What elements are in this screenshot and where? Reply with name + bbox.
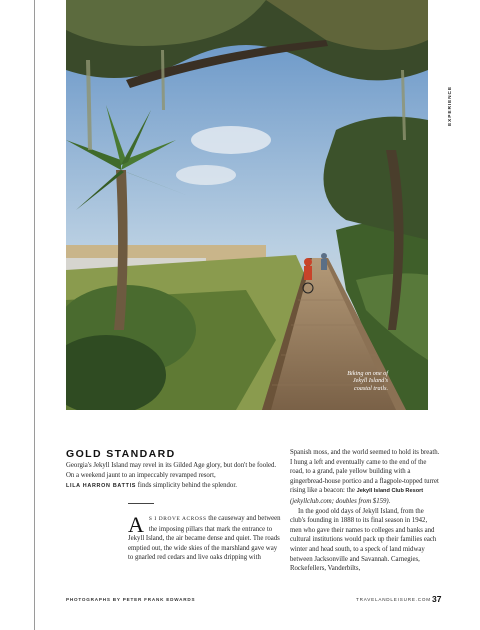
lead-in: S I DROVE ACROSS: [148, 516, 207, 522]
site-url: TRAVELANDLEISURE.COM: [356, 597, 431, 602]
boardwalk-illustration: [66, 0, 428, 410]
body-column-2: [290, 448, 440, 574]
photo-caption: [308, 370, 388, 392]
caption-line-2: Jekyll Island's: [352, 377, 388, 385]
body-text-1: the causeway and between the imposing pillars that mark the entrance to Jekyll Island, the air became dense and quiet. The roads emptied out, the wide skies of the marshland gave way to gnarled red cedars and live oaks dripping with: [128, 515, 281, 562]
hero-photo: [66, 0, 428, 410]
divider-rule: [128, 503, 154, 504]
article-dek: Georgia's Jekyll Island may revel in its Gilded Age glory, but don't be fooled. On a weekend jaunt to an impeccably revamped resort,: [66, 462, 277, 479]
caption-line-1: Biking on one of: [347, 370, 388, 377]
resort-details: (jekyllclub.com; doubles from $159).: [290, 497, 391, 505]
drop-cap: A: [128, 512, 144, 537]
article-byline: [66, 481, 281, 492]
article-headline: GOLD STANDARD: [66, 448, 176, 460]
resort-name: Jekyll Island Club Resort: [356, 488, 424, 495]
section-label: EXPERIENCE: [448, 86, 453, 126]
binding-line: [34, 0, 35, 630]
body-text-2: Spanish moss, and the world seemed to hold its breath. I hung a left and eventually came to the end of the road, to a grand, pale yellow building with a gingerbread-house portico and a flagpole-topped turret rising like a beacon: the: [290, 449, 440, 495]
byline-text: finds simplicity behind the splendor.: [136, 482, 237, 489]
body-column-1: [128, 514, 281, 563]
body-paragraph-1: [128, 514, 281, 563]
body-paragraph-3: In the good old days of Jekyll Island, from the club's founding in 1888 to its final season in 1942, men who gave their names to colleges and banks and cultural institutions would pack up their families each winter and head south, to a speck of land midway between Jacksonville and Savannah. Carnegies, Rockefellers, Vanderbilts,: [290, 507, 437, 573]
author-name: LILA HARRON BATTIS: [66, 483, 137, 489]
page-number: 37: [432, 594, 442, 604]
photo-credit: PHOTOGRAPHS BY PETER FRANK EDWARDS: [66, 597, 196, 602]
caption-line-3: coastal trails.: [353, 384, 388, 392]
body-paragraph-2: [290, 448, 440, 507]
